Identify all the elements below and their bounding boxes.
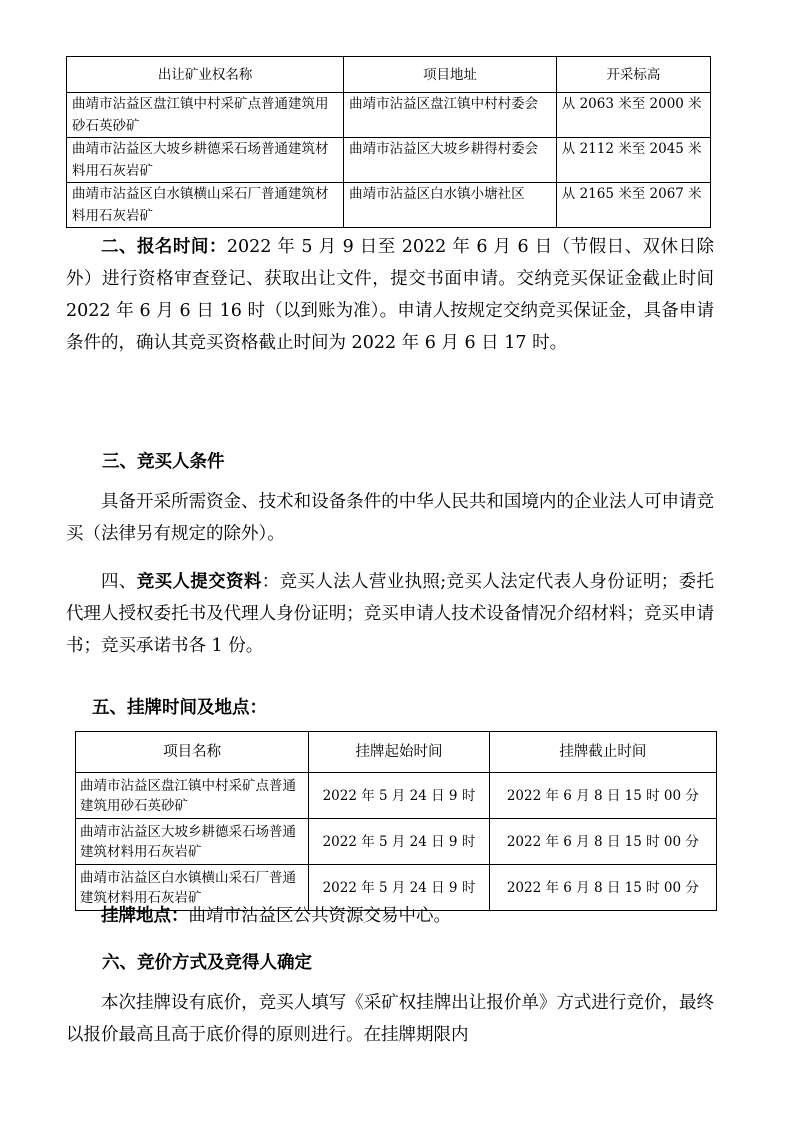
cell-elevation: 从 2063 米至 2000 米 xyxy=(556,93,710,138)
cell-end-time: 2022 年 6 月 8 日 15 时 00 分 xyxy=(489,865,716,911)
section-materials xyxy=(66,566,714,662)
cell-elevation: 从 2165 米至 2067 米 xyxy=(556,183,710,228)
cell-rights-name: 曲靖市沾益区大坡乡耕德采石场普通建筑材料用石灰岩矿 xyxy=(67,138,344,183)
cell-rights-name: 曲靖市沾益区盘江镇中村采矿点普通建筑用砂石英砂矿 xyxy=(67,93,344,138)
location-label: 挂牌地点： xyxy=(101,906,189,926)
section-body xyxy=(66,987,714,1051)
table-header-row xyxy=(76,732,717,773)
table-row xyxy=(67,93,711,138)
listing-location xyxy=(66,900,714,932)
cell-address: 曲靖市沾益区大坡乡耕得村委会 xyxy=(344,138,557,183)
mining-rights-table xyxy=(66,56,711,228)
section-body: ：竞买人法人营业执照;竞买人法定代表人身份证明；委托代理人授权委托书及代理人身份证明；竞买申请人技术设备情况介绍材料；竞买申请书；竞买承诺书各 1 份。 xyxy=(66,572,715,656)
header-rights-name: 出让矿业权名称 xyxy=(67,57,344,93)
cell-start-time: 2022 年 5 月 24 日 9 时 xyxy=(309,865,489,911)
cell-start-time: 2022 年 5 月 24 日 9 时 xyxy=(309,773,489,819)
header-end-time: 挂牌截止时间 xyxy=(489,732,716,773)
table-row xyxy=(76,819,717,865)
header-elevation: 开采标高 xyxy=(556,57,710,93)
cell-project-name: 曲靖市沾益区白水镇横山采石厂普通建筑材料用石灰岩矿 xyxy=(76,865,309,911)
header-start-time: 挂牌起始时间 xyxy=(309,732,489,773)
section-body-text: 具备开采所需资金、技术和设备条件的中华人民共和国境内的企业法人可申请竞买（法律另有规定的除外）。 xyxy=(66,492,714,544)
table-row xyxy=(76,773,717,819)
section-body-text: 本次挂牌设有底价，竞买人填写《采矿权挂牌出让报价单》方式进行竞价，最终以报价最高且高于底价得的原则进行。在挂牌期限内 xyxy=(66,993,714,1045)
section-prefix: 四、 xyxy=(101,572,137,592)
table-row xyxy=(67,183,711,228)
table-row xyxy=(67,138,711,183)
listing-time-table xyxy=(75,731,717,911)
table-header-row xyxy=(67,57,711,93)
section-registration-time xyxy=(66,231,714,359)
cell-address: 曲靖市沾益区盘江镇中村村委会 xyxy=(344,93,557,138)
header-project-address: 项目地址 xyxy=(344,57,557,93)
section-heading: 三、竞买人条件 xyxy=(102,452,225,472)
cell-start-time: 2022 年 5 月 24 日 9 时 xyxy=(309,819,489,865)
section-heading: 二、报名时间： xyxy=(101,237,227,257)
cell-elevation: 从 2112 米至 2045 米 xyxy=(556,138,710,183)
section-heading: 竞买人提交资料 xyxy=(136,572,262,592)
section-heading: 五、挂牌时间及地点： xyxy=(92,698,267,718)
cell-end-time: 2022 年 6 月 8 日 15 时 00 分 xyxy=(489,773,716,819)
cell-end-time: 2022 年 6 月 8 日 15 时 00 分 xyxy=(489,819,716,865)
section-body xyxy=(66,486,714,550)
cell-rights-name: 曲靖市沾益区白水镇横山采石厂普通建筑材料用石灰岩矿 xyxy=(67,183,344,228)
cell-project-name: 曲靖市沾益区大坡乡耕德采石场普通建筑材料用石灰岩矿 xyxy=(76,819,309,865)
header-project-name: 项目名称 xyxy=(76,732,309,773)
cell-project-name: 曲靖市沾益区盘江镇中村采矿点普通建筑用砂石英砂矿 xyxy=(76,773,309,819)
cell-address: 曲靖市沾益区白水镇小塘社区 xyxy=(344,183,557,228)
location-value: 曲靖市沾益区公共资源交易中心。 xyxy=(188,906,451,926)
section-body: 2022 年 5 月 9 日至 2022 年 6 月 6 日（节假日、双休日除外）进行资格审查登记、获取出让文件，提交书面申请。交纳竞买保证金截止时间 2022 年 6 月 6 日 16 时（以到账为准）。申请人按规定交纳竞买保证金，具备申请条件的，确认其竞买资格截止时间为 2022 年 6 月 6 日 17 时。 xyxy=(66,237,714,353)
section-heading: 六、竞价方式及竞得人确定 xyxy=(102,953,312,973)
